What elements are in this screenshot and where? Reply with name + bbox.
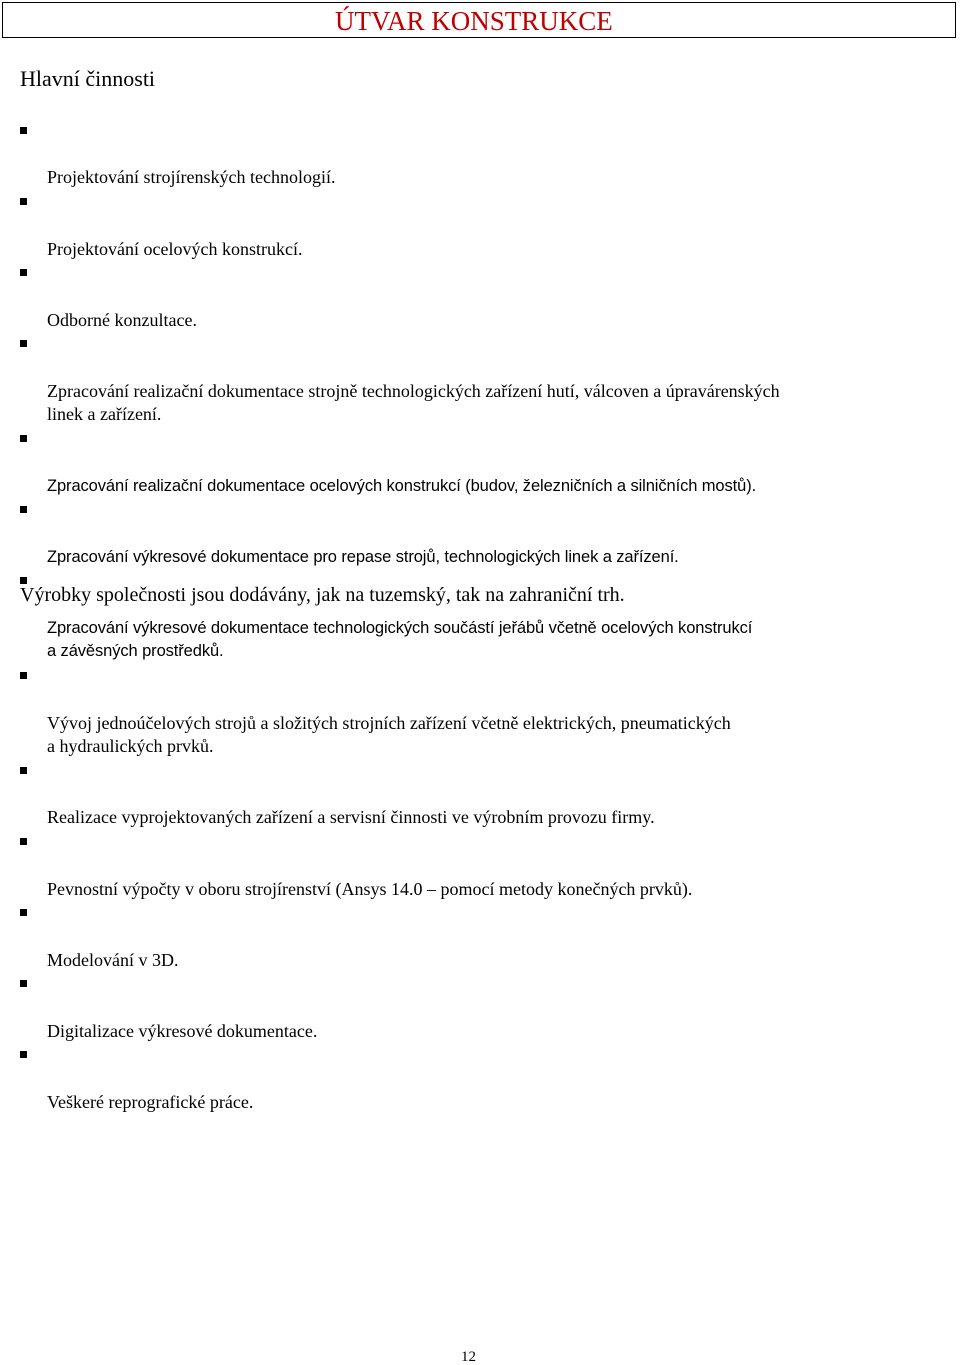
list-item	[20, 830, 920, 901]
list-item-text: Zpracování výkresové dokumentace technologických součástí jeřábů včetně ocelových konstrukcí a závěsných prostředků.	[47, 618, 753, 661]
list-item	[20, 332, 920, 427]
square-bullet-icon	[20, 269, 27, 276]
title-box	[2, 2, 956, 38]
activity-list	[20, 119, 920, 1115]
list-item-text: Projektování strojírenských technologií.	[47, 167, 336, 188]
list-item	[20, 901, 920, 972]
list-item-text: Veškeré reprografické práce.	[47, 1091, 254, 1112]
section-heading: Hlavní činnosti	[20, 66, 156, 91]
list-item-text: Zpracování realizační dokumentace ocelových konstrukcí (budov, železničních a silničních mostů).	[47, 476, 757, 495]
list-item	[20, 759, 920, 830]
square-bullet-icon	[20, 435, 27, 442]
square-bullet-icon	[20, 672, 27, 679]
square-bullet-icon	[20, 980, 27, 987]
square-bullet-icon	[20, 340, 27, 347]
square-bullet-icon	[20, 909, 27, 916]
list-item	[20, 1043, 920, 1114]
square-bullet-icon	[20, 1051, 27, 1058]
list-item	[20, 972, 920, 1043]
closing-sentence: Výrobky společnosti jsou dodávány, jak na tuzemský, tak na zahraniční trh.	[20, 584, 625, 606]
square-bullet-icon	[20, 198, 27, 205]
list-item	[20, 498, 920, 569]
square-bullet-icon	[20, 127, 27, 134]
list-item-text: Realizace vyprojektovaných zařízení a servisní činnosti ve výrobním provozu firmy.	[47, 807, 655, 828]
list-item	[20, 664, 920, 759]
list-item-text: Vývoj jednoúčelových strojů a složitých strojních zařízení včetně elektrických, pneumatických a hydraulických prvků.	[47, 712, 731, 757]
square-bullet-icon	[20, 767, 27, 774]
list-item	[20, 427, 920, 498]
square-bullet-icon	[20, 506, 27, 513]
square-bullet-icon	[20, 838, 27, 845]
list-item	[20, 119, 920, 190]
list-item-text: Zpracování realizační dokumentace strojně technologických zařízení hutí, válcoven a úpravárenských linek a zařízení.	[47, 380, 780, 425]
list-item-text: Odborné konzultace.	[47, 309, 197, 330]
list-item	[20, 261, 920, 332]
list-item-text: Digitalizace výkresové dokumentace.	[47, 1020, 318, 1041]
list-item	[20, 190, 920, 261]
list-item-text: Modelování v 3D.	[47, 949, 179, 970]
list-item-text: Projektování ocelových konstrukcí.	[47, 238, 303, 259]
list-item-text: Zpracování výkresové dokumentace pro repase strojů, technologických linek a zařízení.	[47, 547, 679, 566]
page-title: ÚTVAR KONSTRUKCE	[335, 6, 613, 36]
page-number: 12	[461, 1349, 476, 1365]
list-item-text: Pevnostní výpočty v oboru strojírenství (Ansys 14.0 – pomocí metody konečných prvků).	[47, 878, 693, 899]
